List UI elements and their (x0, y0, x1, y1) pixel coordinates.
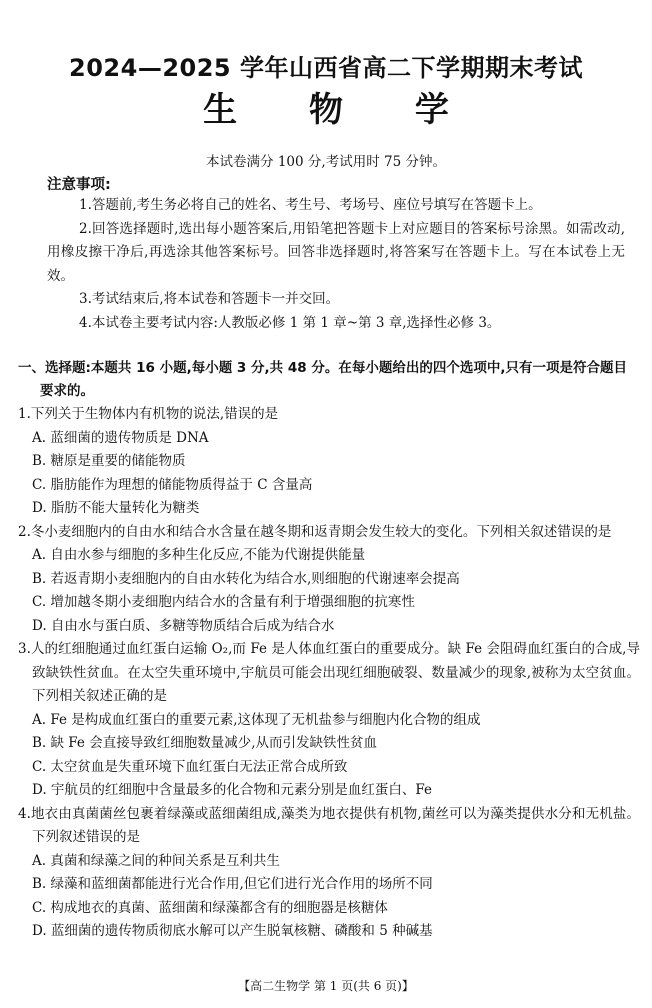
option-d: D. 宇航员的红细胞中含量最多的化合物和元素分别是血红蛋白、Fe (32, 782, 433, 798)
question-stem: 2.冬小麦细胞内的自由水和结合水含量在越冬期和返青期会发生较大的变化。下列相关叙述错误的是 (18, 523, 612, 540)
option-c: C. 脂肪能作为理想的储能物质得益于 C 含量高 (32, 476, 313, 493)
question-3 (18, 638, 640, 803)
option-d: D. 蓝细菌的遗传物质彻底水解可以产生脱氧核糖、磷酸和 5 种碱基 (32, 923, 433, 939)
question-stem: 3.人的红细胞通过血红蛋白运输 O₂,而 Fe 是人体血红蛋白的重要成分。缺 Fe 会阻碍血红蛋白的合成,导致缺铁性贫血。在太空失重环境中,宇航员可能会出现红细胞破裂、数量减少的现象,被称为太空贫血。下列相关叙述正确的是 (18, 641, 640, 704)
section-heading (18, 357, 638, 403)
option-d: D. 自由水与蛋白质、多糖等物质结合后成为结合水 (32, 617, 335, 634)
page-footer: 【高二生物学 第 1 页(共 6 页)】 (238, 979, 414, 993)
question-1 (18, 403, 640, 521)
option-d: D. 脂肪不能大量转化为糖类 (32, 500, 200, 516)
option-c: C. 太空贫血是失重环境下血红蛋白无法正常合成所致 (32, 758, 348, 775)
subject-title: 生 物 学 (203, 90, 479, 130)
option-b: B. 若返青期小麦细胞内的自由水转化为结合水,则细胞的代谢速率会提高 (32, 570, 460, 587)
notice-item: 4.本试卷主要考试内容:人教版必修 1 第 1 章~第 3 章,选择性必修 3。 (79, 314, 501, 331)
option-a: A. 蓝细菌的遗传物质是 DNA (32, 429, 209, 446)
option-a: A. Fe 是构成血红蛋白的重要元素,这体现了无机盐参与细胞内化合物的组成 (32, 711, 481, 728)
option-a: A. 真菌和绿藻之间的种间关系是互利共生 (32, 852, 280, 869)
question-2 (18, 521, 640, 639)
exam-title: 2024—2025 学年山西省高二下学期期末考试 (69, 54, 583, 82)
question-list (18, 403, 640, 944)
notice-item: 3.考试结束后,将本试卷和答题卡一并交回。 (79, 291, 340, 307)
option-a: A. 自由水参与细胞的多种生化反应,不能为代谢提供能量 (32, 547, 366, 563)
question-4 (18, 803, 640, 944)
question-stem: 4.地衣由真菌菌丝包裹着绿藻或蓝细菌组成,藻类为地衣提供有机物,菌丝可以为藻类提供水分和无机盐。下列叙述错误的是 (18, 805, 640, 845)
section-title: 一、选择题:本题共 16 小题,每小题 3 分,共 48 分。在每小题给出的四个选项中,只有一项是符合题目要求的。 (18, 360, 627, 399)
exam-meta: 本试卷满分 100 分,考试用时 75 分钟。 (206, 154, 446, 170)
option-b: B. 糖原是重要的储能物质 (32, 453, 186, 469)
notice-item: 2.回答选择题时,选出每小题答案后,用铅笔把答题卡上对应题目的答案标号涂黑。如需改动,用橡皮擦干净后,再选涂其他答案标号。回答非选择题时,将答案写在答题卡上。写在本试卷上无效。 (47, 220, 625, 284)
option-c: C. 构成地衣的真菌、蓝细菌和绿藻都含有的细胞器是核糖体 (32, 899, 388, 916)
notice-item: 1.答题前,考生务必将自己的姓名、考生号、考场号、座位号填写在答题卡上。 (79, 197, 542, 213)
option-b: B. 缺 Fe 会直接导致红细胞数量减少,从而引发缺铁性贫血 (32, 735, 377, 751)
notice-list (47, 194, 625, 335)
option-b: B. 绿藻和蓝细菌都能进行光合作用,但它们进行光合作用的场所不同 (32, 876, 433, 892)
question-stem: 1.下列关于生物体内有机物的说法,错误的是 (18, 406, 279, 422)
notice-heading: 注意事项: (47, 177, 111, 193)
option-c: C. 增加越冬期小麦细胞内结合水的含量有利于增强细胞的抗寒性 (32, 594, 415, 610)
